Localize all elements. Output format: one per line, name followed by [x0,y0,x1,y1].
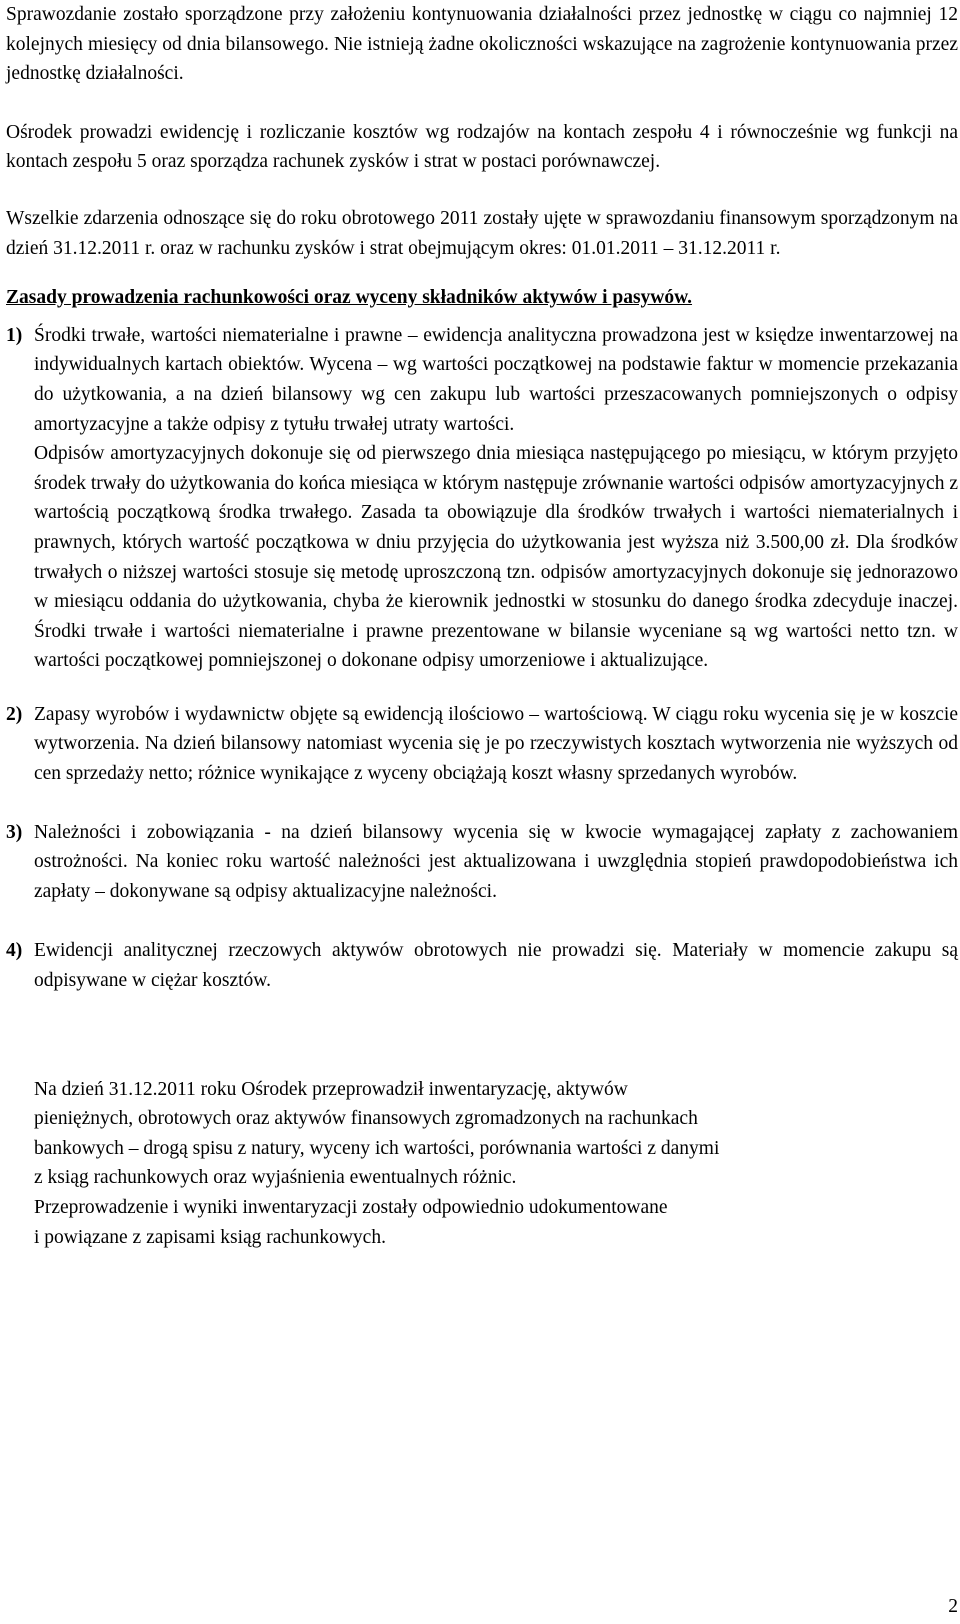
inventory-documentation-line: Przeprowadzenie i wyniki inwentaryzacji zostały odpowiednio udokumentowane [34,1197,668,1218]
intro-paragraph-fiscal-year: Wszelkie zdarzenia odnoszące się do roku obrotowego 2011 zostały ujęte w sprawozdaniu finansowym sporządzonym na dzień 31.12.2011 r. oraz w rachunku zysków i strat obejmującym okres: 01.01.2011 – 31.12.2011 r. [6,207,958,259]
list-item-receivables [6,818,958,907]
inventory-count-section [34,1075,934,1253]
fixed-assets-valuation-paragraph: Środki trwałe, wartości niematerialne i prawne – ewidencja analityczna prowadzona jest w księdze inwentarzowej na indywidualnych kartach obiektów. Wycena – wg wartości początkowej na podstawie faktur w momencie przekazania do użytkowania, a na dzień bilansowy wg cen zakupu lub wartości przeszacowanych pomniejszonych o odpisy amortyzacyjne a także odpisy z tytułu trwałej utraty wartości. [34,324,958,435]
depreciation-paragraph: Odpisów amortyzacyjnych dokonuje się od pierwszego dnia miesiąca następującego po miesiącu, w którym przyjęto środek trwały do użytkowania do końca miesiąca w którym następuje zrównanie wartości odpisów amortyzacyjnych z wartością początkową środka trwałego. Zasada ta obowiązuje dla środków trwałych i wartości niematerialnych i prawnych, których wartość początkowa w dniu przyjęcia do użytkowania jest wyższa niż 3.500,00 zł. Dla środków trwałych o niższej wartości stosuje się metodę uproszczoną tzn. odpisów amortyzacyjnych dokonuje się jednorazowo w miesiącu oddania do użytkowania, chyba że kierownik jednostki w stosunku do danego środka zdecyduje inaczej. Środki trwałe i wartości niematerialne i prawne prezentowane w bilansie wyceniane są wg wartości netto tzn. w wartości początkowej pomniejszonej o dokonane odpisy umorzeniowe i aktualizujące. [34,443,958,672]
current-assets-paragraph: Ewidencji analitycznej rzeczowych aktywów obrotowych nie prowadzi się. Materiały w momencie zakupu są odpisywane w ciężar kosztów. [34,940,958,992]
document-page [6,0,958,1252]
list-item-number: 1) [6,324,23,346]
list-item-body [34,700,958,789]
list-item-current-assets [6,936,958,995]
inventory-count-line: Na dzień 31.12.2011 roku Ośrodek przeprowadził inwentaryzację, aktywów [34,1078,628,1100]
list-item-number: 2) [6,703,23,725]
list-item-number: 4) [6,940,23,962]
list-item-fixed-assets [6,321,958,676]
list-item-inventory [6,700,958,789]
inventory-count-line: bankowych – drogą spisu z natury, wyceny ich wartości, porównania wartości z danymi [34,1137,720,1159]
inventory-documentation-line: i powiązane z zapisami ksiąg rachunkowych. [34,1226,386,1248]
list-item-body [34,818,958,907]
intro-paragraph-going-concern: Sprawozdanie zostało sporządzone przy założeniu kontynuowania działalności przez jednostkę w ciągu co najmniej 12 kolejnych miesięcy od dnia bilansowego. Nie istnieją żadne okoliczności wskazujące na zagrożenie kontynuowania przez jednostkę działalności. [6,4,958,85]
list-item-number: 3) [6,821,23,843]
page-number: 2 [948,1596,958,1617]
inventory-paragraph: Zapasy wyrobów i wydawnictw objęte są ewidencją ilościowo – wartościową. W ciągu roku wycenia się je w koszcie wytworzenia. Na dzień bilansowy natomiast wycenia się je po rzeczywistych kosztach wytworzenia nie wyższych od cen sprzedaży netto; różnice wynikające z wyceny obciążają koszt własny sprzedanych wyrobów. [34,703,958,785]
receivables-paragraph: Należności i zobowiązania - na dzień bilansowy wycenia się w kwocie wymagającej zapłaty z zachowaniem ostrożności. Na koniec roku wartość należności jest aktualizowana i uwzględnia stopień prawdopodobieństwa ich zapłaty – dokonywane są odpisy aktualizacyjne należności. [34,821,958,902]
list-item-body [34,936,958,995]
inventory-count-line: z ksiąg rachunkowych oraz wyjaśnienia ewentualnych różnic. [34,1167,517,1189]
section-heading: Zasady prowadzenia rachunkowości oraz wyceny składników aktywów i pasywów. [6,287,693,309]
intro-paragraph-cost-accounting: Ośrodek prowadzi ewidencję i rozliczanie kosztów wg rodzajów na kontach zespołu 4 i równocześnie wg funkcji na kontach zespołu 5 oraz sporządza rachunek zysków i strat w postaci porównawczej. [6,121,958,173]
inventory-count-line: pieniężnych, obrotowych oraz aktywów finansowych zgromadzonych na rachunkach [34,1108,698,1130]
list-item-body [34,321,958,676]
